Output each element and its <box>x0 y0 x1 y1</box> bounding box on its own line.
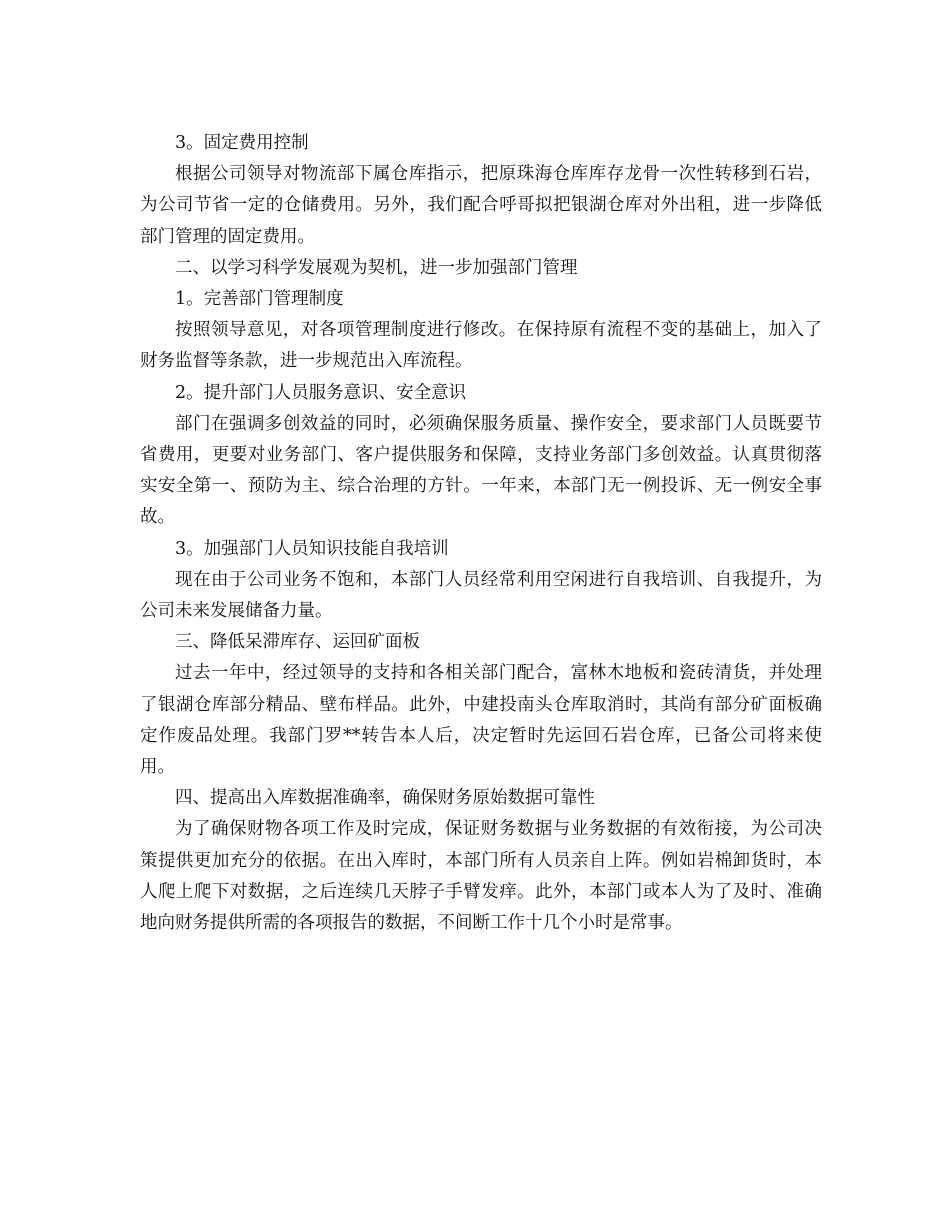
paragraph-service-safety-awareness: 部门在强调多创效益的同时，必须确保服务质量、操作安全，要求部门人员既要节省费用，更要对业务部门、客户提供服务和保障，支持业务部门多创效益。认真贯彻落实安全第一、预防为主、综合治理的方针。一年来，本部门无一例投诉、无一例安全事故。 <box>140 413 822 528</box>
paragraph-self-training: 现在由于公司业务不饱和，本部门人员经常利用空闲进行自我培训、自我提升，为公司未来发展储备力量。 <box>140 569 822 622</box>
section-heading-data-accuracy: 四、提高出入库数据准确率，确保财务原始数据可靠性 <box>175 788 595 809</box>
document-body <box>140 128 822 939</box>
paragraph-fixed-cost-control: 根据公司领导对物流部下属仓库指示，把原珠海仓库库存龙骨一次性转移到石岩，为公司节省一定的仓储费用。另外，我们配合呼哥拟把银湖仓库对外出租，进一步降低部门管理的固定费用。 <box>140 164 822 247</box>
paragraph-data-accuracy: 为了确保财物各项工作及时完成，保证财务数据与业务数据的有效衔接，为公司决策提供更加充分的依据。在出入库时，本部门所有人员亲自上阵。例如岩棉卸货时，本人爬上爬下对数据，之后连续几天脖子手臂发痒。此外，本部门或本人为了及时、准确地向财务提供所需的各项报告的数据，不间断工作十几个小时是常事。 <box>140 819 822 934</box>
subsection-heading-management-system: 1。完善部门管理制度 <box>175 289 344 310</box>
subsection-heading-service-safety-awareness: 2。提升部门人员服务意识、安全意识 <box>175 382 467 403</box>
paragraph-reduce-stagnant-inventory: 过去一年中，经过领导的支持和各相关部门配合，富林木地板和瓷砖清货，并处理了银湖仓库部分精品、壁布样品。此外，中建投南头仓库取消时，其尚有部分矿面板确定作废品处理。我部门罗**转告本人后，决定暂时先运回石岩仓库，已备公司将来使用。 <box>140 663 822 778</box>
section-heading-department-management: 二、以学习科学发展观为契机，进一步加强部门管理 <box>175 257 578 278</box>
subsection-heading-self-training: 3。加强部门人员知识技能自我培训 <box>175 538 449 559</box>
subsection-heading-fixed-cost-control: 3。固定费用控制 <box>175 133 309 153</box>
paragraph-management-system: 按照领导意见，对各项管理制度进行修改。在保持原有流程不变的基础上，加入了财务监督等条款，进一步规范出入库流程。 <box>140 320 822 372</box>
section-heading-reduce-stagnant-inventory: 三、降低呆滞库存、运回矿面板 <box>175 632 420 653</box>
